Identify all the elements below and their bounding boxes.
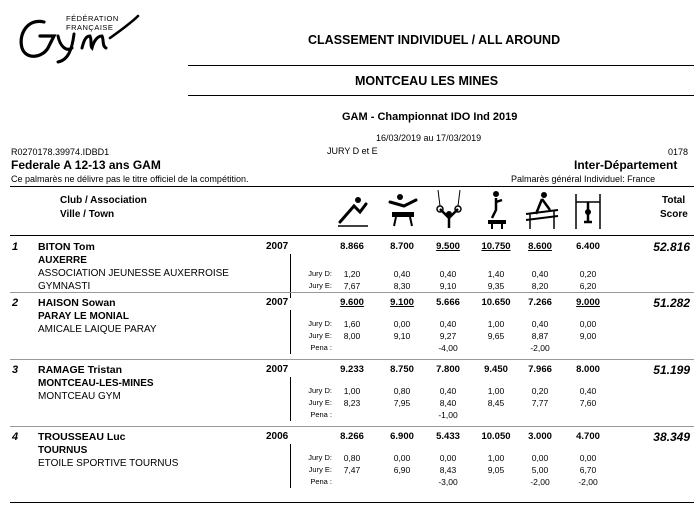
- jury-e-value: 8,87: [531, 331, 549, 341]
- apparatus-score: 9.500: [436, 241, 460, 252]
- apparatus-score: 7.800: [436, 364, 460, 375]
- jury-d-value: 0,40: [531, 269, 549, 279]
- club-region: TOURNUS: [38, 445, 88, 456]
- jury-e-value: 9,65: [487, 331, 505, 341]
- column-total: Total: [662, 195, 686, 206]
- jury-d-value: 1,20: [343, 269, 361, 279]
- apparatus-score: 8.700: [390, 241, 414, 252]
- jury-divider: [290, 444, 291, 488]
- disclaimer: Ce palmarès ne délivre pas le titre officiel de la compétition.: [11, 174, 249, 184]
- total-score: 51.282: [653, 296, 690, 310]
- jury-e-value: 7,95: [393, 398, 411, 408]
- row-divider: [10, 292, 694, 293]
- jury-e-value: 7,47: [343, 465, 361, 475]
- apparatus-score: 10.750: [481, 241, 511, 252]
- report-code: 0178: [668, 147, 689, 157]
- competition-level: Inter-Département: [574, 158, 678, 172]
- jury-e-value: 8,23: [343, 398, 361, 408]
- logo-federation-text: FÉDÉRATION: [66, 14, 119, 23]
- apparatus-score: 5.433: [436, 431, 460, 442]
- jury-e-value: 7,77: [531, 398, 549, 408]
- apparatus-score: 9.233: [340, 364, 364, 375]
- row-divider: [10, 359, 694, 360]
- club-name: ASSOCIATION JEUNESSE AUXERROISE: [38, 268, 229, 279]
- row-divider: [10, 426, 694, 427]
- club-region: AUXERRE: [38, 255, 87, 266]
- penalty-value: -2,00: [530, 477, 550, 487]
- athlete-name: HAISON Sowan: [38, 297, 116, 309]
- jury-d-value: 1,00: [487, 319, 505, 329]
- athlete-rank: 1: [12, 241, 19, 253]
- vault-icon: [480, 190, 514, 230]
- jury-e-value: 8,00: [343, 331, 361, 341]
- penalty-value: -2,00: [578, 477, 598, 487]
- jury-d-value: 1,40: [487, 269, 505, 279]
- jury-e-value: 9,00: [579, 331, 597, 341]
- city-title: MONTCEAU LES MINES: [355, 74, 499, 88]
- column-score: Score: [660, 209, 688, 220]
- jury-d-value: 0,00: [579, 319, 597, 329]
- jury-e-value: 9,10: [393, 331, 411, 341]
- apparatus-score: 10.050: [481, 431, 511, 442]
- rings-icon: [432, 190, 466, 230]
- jury-d-value: 0,20: [579, 269, 597, 279]
- jury-e-value: 8,43: [439, 465, 457, 475]
- apparatus-score: 6.400: [576, 241, 600, 252]
- club-name: MONTCEAU GYM: [38, 391, 121, 402]
- birth-year: 2006: [266, 431, 289, 442]
- jury-d-value: 0,20: [531, 386, 549, 396]
- club-name: ETOILE SPORTIVE TOURNUS: [38, 458, 179, 469]
- jury-e-value: 7,67: [343, 281, 361, 291]
- athlete-rank: 2: [12, 297, 19, 309]
- jury-e-label: Jury E:: [308, 465, 332, 474]
- club-region: PARAY LE MONIAL: [38, 311, 129, 322]
- apparatus-score: 6.900: [390, 431, 414, 442]
- jury-d-value: 1,00: [343, 386, 361, 396]
- jury-e-label: Jury E:: [308, 281, 332, 290]
- jury-d-label: Jury D:: [308, 386, 332, 395]
- jury-e-label: Jury E:: [308, 398, 332, 407]
- divider-top: [188, 65, 694, 66]
- apparatus-score: 8.266: [340, 431, 364, 442]
- apparatus-score: 8.600: [528, 241, 552, 252]
- jury-e-value: 8,40: [439, 398, 457, 408]
- penalty-value: -2,00: [530, 343, 550, 353]
- club-region: MONTCEAU-LES-MINES: [38, 378, 154, 389]
- jury-d-value: 1,00: [487, 386, 505, 396]
- penalty-label: Pena :: [310, 410, 332, 419]
- jury-e-value: 7,60: [579, 398, 597, 408]
- jury-e-label: Jury E:: [308, 331, 332, 340]
- jury-e-value: 8,20: [531, 281, 549, 291]
- competition-name: GAM - Championnat IDO Ind 2019: [342, 111, 518, 123]
- jury-d-value: 0,40: [439, 386, 457, 396]
- competition-dates: 16/03/2019 au 17/03/2019: [376, 133, 482, 143]
- apparatus-score: 9.100: [390, 297, 414, 308]
- divider-bottom: [10, 502, 694, 503]
- jury-e-value: 9,05: [487, 465, 505, 475]
- total-score: 52.816: [653, 240, 690, 254]
- jury-e-value: 9,10: [439, 281, 457, 291]
- divider-header: [10, 186, 694, 187]
- jury-d-value: 0,00: [439, 453, 457, 463]
- apparatus-score: 5.666: [436, 297, 460, 308]
- birth-year: 2007: [266, 364, 289, 375]
- jury-type: JURY D et E: [327, 146, 378, 156]
- high-bar-icon: [572, 190, 604, 230]
- athlete-name: BITON Tom: [38, 241, 95, 253]
- apparatus-score: 8.866: [340, 241, 364, 252]
- parallel-bars-icon: [524, 190, 560, 230]
- apparatus-score: 3.000: [528, 431, 552, 442]
- palmares-type: Palmarès général Individuel: France: [511, 174, 656, 184]
- athlete-name: TROUSSEAU Luc: [38, 431, 126, 443]
- jury-divider: [290, 377, 291, 421]
- jury-d-value: 0,40: [439, 319, 457, 329]
- apparatus-score: 10.650: [481, 297, 511, 308]
- logo-francaise-text: FRANÇAISE: [66, 23, 114, 32]
- jury-d-value: 1,00: [487, 453, 505, 463]
- jury-d-value: 0,80: [343, 453, 361, 463]
- jury-e-value: 8,45: [487, 398, 505, 408]
- jury-d-label: Jury D:: [308, 269, 332, 278]
- birth-year: 2007: [266, 241, 289, 252]
- jury-d-value: 0,40: [579, 386, 597, 396]
- jury-e-value: 5,00: [531, 465, 549, 475]
- club-name-continued: GYMNASTI: [38, 281, 91, 292]
- divider-city: [188, 95, 694, 96]
- club-name: AMICALE LAIQUE PARAY: [38, 324, 157, 335]
- jury-d-value: 0,40: [531, 319, 549, 329]
- birth-year: 2007: [266, 297, 289, 308]
- jury-e-value: 6,20: [579, 281, 597, 291]
- jury-d-value: 0,00: [393, 319, 411, 329]
- jury-d-label: Jury D:: [308, 319, 332, 328]
- jury-d-value: 0,40: [439, 269, 457, 279]
- penalty-value: -4,00: [438, 343, 458, 353]
- apparatus-score: 9.000: [576, 297, 600, 308]
- jury-d-value: 0,80: [393, 386, 411, 396]
- jury-d-value: 0,00: [531, 453, 549, 463]
- apparatus-score: 4.700: [576, 431, 600, 442]
- penalty-value: -1,00: [438, 410, 458, 420]
- apparatus-score: 7.966: [528, 364, 552, 375]
- jury-d-value: 0,00: [579, 453, 597, 463]
- report-ref: R0270178.39974.IDBD1: [11, 147, 110, 157]
- apparatus-score: 8.750: [390, 364, 414, 375]
- pommel-horse-icon: [386, 192, 420, 228]
- athlete-name: RAMAGE Tristan: [38, 364, 123, 376]
- penalty-label: Pena :: [310, 343, 332, 352]
- column-club: Club / Association: [60, 195, 147, 206]
- divider-columns: [10, 235, 694, 236]
- athlete-rank: 3: [12, 364, 19, 376]
- total-score: 51.199: [653, 363, 690, 377]
- category-name: Federale A 12-13 ans GAM: [11, 158, 161, 172]
- apparatus-score: 8.000: [576, 364, 600, 375]
- jury-d-value: 0,40: [393, 269, 411, 279]
- jury-e-value: 6,90: [393, 465, 411, 475]
- jury-d-value: 1,60: [343, 319, 361, 329]
- jury-d-value: 0,00: [393, 453, 411, 463]
- penalty-label: Pena :: [310, 477, 332, 486]
- apparatus-score: 7.266: [528, 297, 552, 308]
- penalty-value: -3,00: [438, 477, 458, 487]
- athlete-rank: 4: [12, 431, 19, 443]
- apparatus-score: 9.600: [340, 297, 364, 308]
- jury-divider: [290, 310, 291, 354]
- jury-e-value: 8,30: [393, 281, 411, 291]
- jury-e-value: 6,70: [579, 465, 597, 475]
- total-score: 38.349: [653, 430, 690, 444]
- report-title: CLASSEMENT INDIVIDUEL / ALL AROUND: [308, 33, 561, 47]
- column-town: Ville / Town: [60, 209, 115, 220]
- jury-d-label: Jury D:: [308, 453, 332, 462]
- floor-icon: [336, 192, 370, 228]
- jury-e-value: 9,27: [439, 331, 457, 341]
- apparatus-score: 9.450: [484, 364, 508, 375]
- jury-e-value: 9,35: [487, 281, 505, 291]
